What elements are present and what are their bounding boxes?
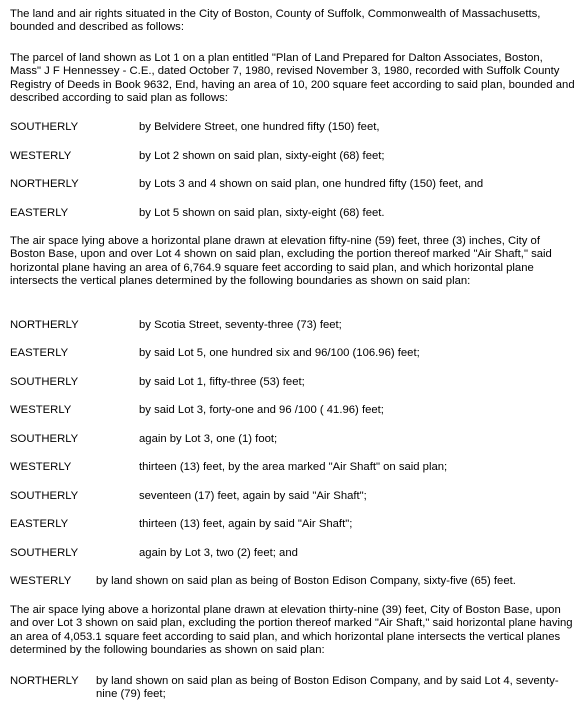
boundary-direction: WESTERLY [10,461,72,473]
boundary-direction: SOUTHERLY [10,547,79,559]
boundary-direction: WESTERLY [10,404,72,416]
boundary-direction: SOUTHERLY [10,433,79,445]
boundary-direction: EASTERLY [10,347,69,359]
boundary-direction: SOUTHERLY [10,121,79,133]
boundary-direction: EASTERLY [10,518,69,530]
boundary-description: again by Lot 3, two (2) feet; and [139,547,298,559]
boundary-direction: NORTHERLY [10,319,79,331]
parcel1-paragraph: The parcel of land shown as Lot 1 on a plan entitled "Plan of Land Prepared for Dalton Associates, Boston, Mass" J F Hennessey - C.E., dated October 7, 1980, revised November 3, 1980, recorded with Suffolk County Registry of Deeds in Book 9632, End, having an area of 10, 200 square feet according to said plan, bounded and described according to said plan as follows: [10,52,575,105]
boundary-row [10,675,576,703]
boundary-description: by Belvidere Street, one hundred fifty (150) feet, [139,121,380,133]
boundary-row [10,575,576,589]
parcel2-paragraph: The air space lying above a horizontal plane drawn at elevation fifty-nine (59) feet, three (3) inches, City of Boston Base, upon and over Lot 4 shown on said plan, excluding the portion thereof marked "Air Shaft," said horizontal plane having an area of 6,764.9 square feet according to said plan, and which horizontal plane intersects the vertical planes determined by the following boundaries as shown on said plan: [10,235,552,288]
boundary-row [10,461,576,475]
boundary-description: by Lot 5 shown on said plan, sixty-eight (68) feet. [139,207,385,219]
boundary-direction: WESTERLY [10,575,72,587]
intro-paragraph: The land and air rights situated in the City of Boston, County of Suffolk, Commonwealth of Massachusetts, bounded and described as follows: [10,8,541,34]
boundary-row [10,150,576,164]
boundary-description: by said Lot 1, fifty-three (53) feet; [139,376,305,388]
boundary-row [10,547,576,561]
boundary-description: seventeen (17) feet, again by said "Air Shaft"; [139,490,367,502]
boundary-row [10,404,576,418]
boundary-description: again by Lot 3, one (1) foot; [139,433,278,445]
boundary-description: thirteen (13) feet, again by said "Air Shaft"; [139,518,353,530]
boundary-direction: EASTERLY [10,207,69,219]
boundary-row [10,518,576,532]
boundary-row [10,490,576,504]
boundary-description: thirteen (13) feet, by the area marked "Air Shaft" on said plan; [139,461,448,473]
boundary-row [10,347,576,361]
boundary-description: by land shown on said plan as being of Boston Edison Company, and by said Lot 4, seventy-nine (79) feet; [96,675,559,701]
boundary-row [10,121,576,135]
boundary-row [10,178,576,192]
boundary-description: by said Lot 5, one hundred six and 96/100 (106.96) feet; [139,347,420,359]
boundary-row [10,319,576,333]
boundary-direction: SOUTHERLY [10,490,79,502]
boundary-row [10,433,576,447]
boundary-direction: WESTERLY [10,150,72,162]
boundary-direction: NORTHERLY [10,675,79,687]
boundary-description: by land shown on said plan as being of Boston Edison Company, sixty-five (65) feet. [96,575,516,587]
boundary-description: by Lot 2 shown on said plan, sixty-eight (68) feet; [139,150,385,162]
boundary-description: by Scotia Street, seventy-three (73) feet; [139,319,342,331]
boundary-row [10,376,576,390]
boundary-direction: SOUTHERLY [10,376,79,388]
boundary-direction: NORTHERLY [10,178,79,190]
parcel3-paragraph: The air space lying above a horizontal plane drawn at elevation thirty-nine (39) feet, City of Boston Base, upon and over Lot 3 shown on said plan, excluding the portion thereof marked "Air Shaft," said horizontal plane having an area of 4,053.1 square feet according to said plan, and which horizontal plane intersects the vertical planes determined by the following boundaries as shown on said plan: [10,604,573,657]
boundary-description: by said Lot 3, forty-one and 96 /100 ( 41.96) feet; [139,404,384,416]
boundary-description: by Lots 3 and 4 shown on said plan, one hundred fifty (150) feet, and [139,178,484,190]
boundary-row [10,207,576,221]
